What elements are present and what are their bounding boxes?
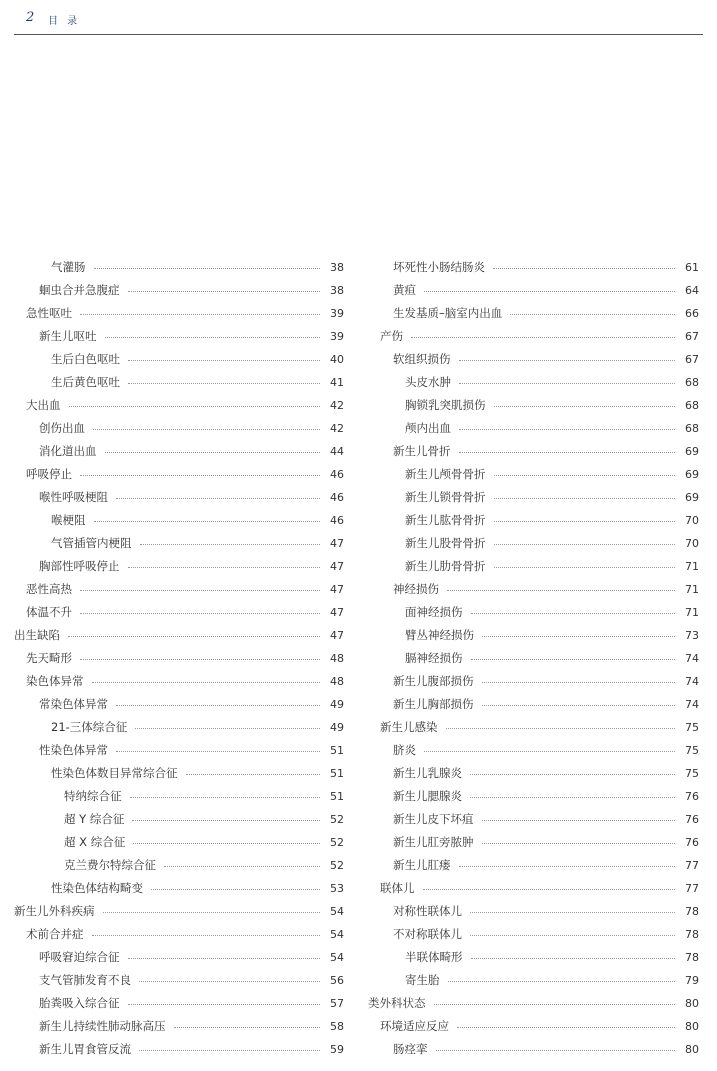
dot-leader	[80, 475, 320, 476]
toc-entry	[368, 348, 699, 371]
toc-entry-page: 78	[685, 905, 699, 918]
toc-entry	[14, 877, 344, 900]
dot-leader	[128, 958, 321, 959]
dot-leader	[482, 705, 676, 706]
toc-entry-page: 80	[685, 1020, 699, 1033]
toc-entry-page: 69	[685, 491, 699, 504]
toc-entry-title: 新生儿外科疾病	[14, 904, 95, 918]
toc-entry-page: 41	[330, 376, 344, 389]
dot-leader	[69, 406, 321, 407]
dot-leader	[140, 544, 321, 545]
dot-leader	[105, 337, 321, 338]
dot-leader	[459, 360, 676, 361]
dot-leader	[471, 958, 676, 959]
toc-entry-page: 76	[685, 813, 699, 826]
dot-leader	[448, 981, 676, 982]
toc-entry	[368, 1038, 699, 1061]
toc-entry	[14, 647, 344, 670]
toc-entry-title: 新生儿肛瘘	[393, 858, 451, 872]
toc-entry-page: 54	[330, 951, 344, 964]
toc-entry-title: 克兰费尔特综合征	[64, 858, 156, 872]
toc-entry	[368, 946, 699, 969]
toc-entry-page: 73	[685, 629, 699, 642]
toc-entry-title: 新生儿肱骨骨折	[405, 513, 486, 527]
dot-leader	[128, 567, 321, 568]
toc-entry-title: 性染色体异常	[39, 743, 108, 757]
toc-entry	[14, 946, 344, 969]
toc-entry-title: 支气管肺发育不良	[39, 973, 131, 987]
toc-entry-title: 对称性联体儿	[393, 904, 462, 918]
dot-leader	[459, 429, 675, 430]
dot-leader	[482, 820, 676, 821]
toc-entry-page: 67	[685, 353, 699, 366]
toc-entry	[14, 578, 344, 601]
toc-entry-page: 78	[685, 951, 699, 964]
toc-entry	[14, 555, 344, 578]
toc-entry	[368, 762, 699, 785]
dot-leader	[92, 935, 321, 936]
dot-leader	[447, 590, 675, 591]
toc-entry-title: 头皮水肿	[405, 375, 451, 389]
toc-entry-page: 38	[330, 284, 344, 297]
dot-leader	[128, 1004, 321, 1005]
toc-entry-page: 71	[685, 606, 699, 619]
toc-entry	[368, 923, 699, 946]
toc-entry	[14, 302, 344, 325]
toc-entry	[368, 716, 699, 739]
dot-leader	[494, 544, 676, 545]
toc-entry-title: 喉性呼吸梗阻	[39, 490, 108, 504]
toc-entry-title: 喉梗阻	[51, 513, 86, 527]
dot-leader	[68, 636, 320, 637]
toc-entry-title: 呼吸窘迫综合征	[39, 950, 120, 964]
toc-entry	[14, 1038, 344, 1061]
toc-entry-page: 47	[330, 606, 344, 619]
toc-entry-title: 臂丛神经损伤	[405, 628, 474, 642]
toc-entry-title: 生后黄色呕吐	[51, 375, 120, 389]
toc-entry	[14, 279, 344, 302]
toc-entry	[368, 624, 699, 647]
dot-leader	[139, 1050, 320, 1051]
toc-column-right	[368, 256, 699, 1061]
toc-entry	[368, 371, 699, 394]
toc-entry-page: 68	[685, 422, 699, 435]
toc-entry	[368, 785, 699, 808]
toc-entry	[14, 509, 344, 532]
dot-leader	[470, 935, 675, 936]
dot-leader	[103, 912, 321, 913]
toc-column-left	[14, 256, 344, 1061]
toc-entry-page: 58	[330, 1020, 344, 1033]
toc-entry-title: 蛔虫合并急腹症	[39, 283, 120, 297]
dot-leader	[164, 866, 320, 867]
toc-entry	[368, 463, 699, 486]
dot-leader	[92, 682, 321, 683]
dot-leader	[471, 659, 676, 660]
toc-entry-title: 不对称联体儿	[393, 927, 462, 941]
toc-entry-page: 80	[685, 997, 699, 1010]
dot-leader	[424, 751, 675, 752]
toc-entry	[14, 923, 344, 946]
toc-entry-title: 新生儿胃食管反流	[39, 1042, 131, 1056]
dot-leader	[80, 613, 320, 614]
section-label: 目 录	[48, 16, 81, 27]
toc-entry-title: 黄疸	[393, 283, 416, 297]
toc-entry-title: 神经损伤	[393, 582, 439, 596]
toc-entry-page: 49	[330, 721, 344, 734]
dot-leader	[80, 659, 320, 660]
toc-entry-page: 61	[685, 261, 699, 274]
toc-entry	[14, 693, 344, 716]
toc-entry	[368, 969, 699, 992]
dot-leader	[139, 981, 320, 982]
toc-entry	[14, 785, 344, 808]
toc-entry-page: 44	[330, 445, 344, 458]
toc-entry-page: 48	[330, 675, 344, 688]
toc-entry	[368, 486, 699, 509]
toc-entry-title: 新生儿持续性肺动脉高压	[39, 1019, 166, 1033]
toc-entry-title: 超 Y 综合征	[64, 812, 125, 826]
toc-entry-title: 新生儿皮下坏疽	[393, 812, 474, 826]
toc-entry-title: 性染色体数目异常综合征	[51, 766, 178, 780]
toc-entry	[14, 394, 344, 417]
toc-entry-page: 46	[330, 491, 344, 504]
toc-entry-page: 46	[330, 468, 344, 481]
toc-entry	[368, 739, 699, 762]
toc-entry	[14, 348, 344, 371]
toc-entry	[368, 532, 699, 555]
dot-leader	[510, 314, 675, 315]
toc-entry-title: 新生儿呕吐	[39, 329, 97, 343]
toc-entry-title: 术前合并症	[26, 927, 84, 941]
toc-entry-page: 57	[330, 997, 344, 1010]
toc-entry-title: 寄生胎	[405, 973, 440, 987]
toc-entry	[14, 854, 344, 877]
toc-entry	[368, 854, 699, 877]
dot-leader	[470, 797, 675, 798]
toc-entry-page: 74	[685, 675, 699, 688]
toc-entry-title: 气灌肠	[51, 260, 86, 274]
dot-leader	[482, 843, 676, 844]
dot-leader	[446, 728, 676, 729]
toc-entry-title: 面神经损伤	[405, 605, 463, 619]
toc-entry-page: 42	[330, 399, 344, 412]
toc-entry	[14, 417, 344, 440]
toc-entry	[368, 509, 699, 532]
toc-entry-page: 54	[330, 928, 344, 941]
toc-entry-title: 出生缺陷	[14, 628, 60, 642]
dot-leader	[133, 843, 320, 844]
toc-entry	[368, 808, 699, 831]
toc-entry-page: 52	[330, 813, 344, 826]
toc-entry-title: 大出血	[26, 398, 61, 412]
toc-entry-page: 47	[330, 629, 344, 642]
toc-entry-title: 产伤	[380, 329, 403, 343]
toc-entry-title: 新生儿肛旁脓肿	[393, 835, 474, 849]
toc-entry	[368, 279, 699, 302]
dot-leader	[116, 498, 320, 499]
toc-entry-page: 66	[685, 307, 699, 320]
toc-entry	[14, 992, 344, 1015]
toc-entry-title: 脐炎	[393, 743, 416, 757]
toc-entry-title: 常染色体异常	[39, 697, 108, 711]
toc-entry-title: 联体儿	[380, 881, 415, 895]
dot-leader	[128, 360, 320, 361]
toc-entry	[368, 325, 699, 348]
toc-entry-page: 75	[685, 767, 699, 780]
toc-entry-title: 性染色体结构畸变	[51, 881, 143, 895]
dot-leader	[151, 889, 320, 890]
toc-entry-title: 恶性高热	[26, 582, 72, 596]
dot-leader	[434, 1004, 676, 1005]
toc-entry-page: 71	[685, 583, 699, 596]
toc-entry-page: 77	[685, 882, 699, 895]
toc-entry	[368, 647, 699, 670]
toc-entry-page: 40	[330, 353, 344, 366]
dot-leader	[493, 268, 675, 269]
toc-entry-title: 生发基质–脑室内出血	[393, 306, 503, 320]
dot-leader	[471, 613, 676, 614]
dot-leader	[470, 912, 675, 913]
page-number: 2	[26, 10, 35, 25]
toc-entry	[368, 992, 699, 1015]
toc-entry	[14, 463, 344, 486]
toc-entry-page: 52	[330, 859, 344, 872]
toc-entry-page: 47	[330, 537, 344, 550]
toc-entry-title: 新生儿乳腺炎	[393, 766, 462, 780]
toc-entry	[14, 256, 344, 279]
toc-entry-title: 新生儿锁骨骨折	[405, 490, 486, 504]
toc-entry-page: 74	[685, 698, 699, 711]
toc-entry-title: 软组织损伤	[393, 352, 451, 366]
toc-entry-title: 新生儿肋骨骨折	[405, 559, 486, 573]
toc-entry	[14, 624, 344, 647]
dot-leader	[80, 314, 320, 315]
toc-entry-page: 47	[330, 560, 344, 573]
toc-entry-page: 54	[330, 905, 344, 918]
toc-entry-title: 创伤出血	[39, 421, 85, 435]
toc-entry-page: 68	[685, 399, 699, 412]
toc-entry	[368, 693, 699, 716]
dot-leader	[128, 291, 321, 292]
toc-entry	[14, 601, 344, 624]
toc-entry-title: 坏死性小肠结肠炎	[393, 260, 485, 274]
toc-entry-page: 76	[685, 790, 699, 803]
toc-entry-title: 呼吸停止	[26, 467, 72, 481]
toc-entry-page: 39	[330, 330, 344, 343]
toc-entry	[14, 762, 344, 785]
toc-entry-page: 64	[685, 284, 699, 297]
toc-entry-page: 68	[685, 376, 699, 389]
dot-leader	[459, 383, 675, 384]
toc-entry	[14, 831, 344, 854]
toc-entry-page: 56	[330, 974, 344, 987]
toc-entry	[368, 900, 699, 923]
toc-entry-page: 42	[330, 422, 344, 435]
dot-leader	[105, 452, 321, 453]
toc-entry-title: 胸锁乳突肌损伤	[405, 398, 486, 412]
toc-entry-page: 70	[685, 537, 699, 550]
toc-entry	[368, 670, 699, 693]
toc-entry	[14, 716, 344, 739]
toc-entry-page: 47	[330, 583, 344, 596]
toc-entry-title: 特纳综合征	[64, 789, 122, 803]
toc-entry-page: 39	[330, 307, 344, 320]
toc-entry-page: 75	[685, 744, 699, 757]
dot-leader	[494, 498, 676, 499]
toc-entry-page: 70	[685, 514, 699, 527]
toc-entry	[14, 532, 344, 555]
toc-entry	[368, 394, 699, 417]
dot-leader	[135, 728, 320, 729]
dot-leader	[116, 751, 320, 752]
toc-entry	[368, 417, 699, 440]
toc-entry	[14, 486, 344, 509]
page-header	[14, 0, 703, 35]
toc-entry-page: 69	[685, 468, 699, 481]
toc-entry-title: 生后白色呕吐	[51, 352, 120, 366]
toc-entry-title: 染色体异常	[26, 674, 84, 688]
dot-leader	[80, 590, 320, 591]
toc-entry	[14, 969, 344, 992]
toc-entry-title: 超 X 综合征	[64, 835, 126, 849]
dot-leader	[423, 889, 676, 890]
toc-entry-title: 消化道出血	[39, 444, 97, 458]
toc-entry-title: 21-三体综合征	[51, 720, 128, 734]
toc-entry	[368, 440, 699, 463]
dot-leader	[482, 636, 675, 637]
dot-leader	[459, 866, 676, 867]
toc-entry	[368, 1015, 699, 1038]
dot-leader	[494, 475, 676, 476]
toc-entry-page: 76	[685, 836, 699, 849]
dot-leader	[494, 406, 676, 407]
toc-entry	[14, 440, 344, 463]
dot-leader	[459, 452, 676, 453]
dot-leader	[130, 797, 321, 798]
toc-entry-title: 环境适应反应	[380, 1019, 449, 1033]
toc-entry	[14, 670, 344, 693]
toc-entry	[368, 831, 699, 854]
dot-leader	[132, 820, 320, 821]
toc-entry-page: 75	[685, 721, 699, 734]
toc-entry	[14, 325, 344, 348]
toc-entry-page: 52	[330, 836, 344, 849]
toc-entry-page: 74	[685, 652, 699, 665]
toc-entry-page: 51	[330, 790, 344, 803]
dot-leader	[116, 705, 320, 706]
toc-entry-page: 38	[330, 261, 344, 274]
toc-entry-page: 46	[330, 514, 344, 527]
toc-entry-title: 类外科状态	[368, 996, 426, 1010]
dot-leader	[482, 682, 676, 683]
toc-entry-title: 颅内出血	[405, 421, 451, 435]
toc-entry	[368, 555, 699, 578]
toc-entry-page: 78	[685, 928, 699, 941]
toc-entry-title: 气管插管内梗阻	[51, 536, 132, 550]
toc-entry-title: 新生儿感染	[380, 720, 438, 734]
toc-entry	[368, 877, 699, 900]
toc-entry-page: 59	[330, 1043, 344, 1056]
toc-entry-title: 新生儿腹部损伤	[393, 674, 474, 688]
toc-entry-page: 69	[685, 445, 699, 458]
toc-entry-title: 体温不升	[26, 605, 72, 619]
toc-entry-page: 49	[330, 698, 344, 711]
toc-entry	[14, 371, 344, 394]
dot-leader	[93, 429, 320, 430]
dot-leader	[494, 521, 676, 522]
toc-entry-title: 先天畸形	[26, 651, 72, 665]
toc-entry	[368, 601, 699, 624]
toc-entry-page: 53	[330, 882, 344, 895]
toc-entry	[14, 808, 344, 831]
dot-leader	[424, 291, 675, 292]
dot-leader	[494, 567, 676, 568]
toc-entry	[368, 302, 699, 325]
dot-leader	[128, 383, 320, 384]
toc-entry-title: 半联体畸形	[405, 950, 463, 964]
toc-entry-title: 新生儿胸部损伤	[393, 697, 474, 711]
toc-entry	[14, 900, 344, 923]
toc-entry-title: 胸部性呼吸停止	[39, 559, 120, 573]
toc-entry-page: 67	[685, 330, 699, 343]
dot-leader	[174, 1027, 321, 1028]
toc-entry-page: 51	[330, 767, 344, 780]
toc-entry-page: 79	[685, 974, 699, 987]
toc-entry-page: 71	[685, 560, 699, 573]
toc-entry-title: 新生儿股骨骨折	[405, 536, 486, 550]
toc-entry-page: 77	[685, 859, 699, 872]
toc-entry-title: 急性呕吐	[26, 306, 72, 320]
toc-entry-title: 新生儿颅骨骨折	[405, 467, 486, 481]
toc-entry-title: 新生儿腮腺炎	[393, 789, 462, 803]
toc-entry-title: 胎粪吸入综合征	[39, 996, 120, 1010]
dot-leader	[94, 521, 321, 522]
toc-entry	[368, 256, 699, 279]
toc-entry	[368, 578, 699, 601]
dot-leader	[94, 268, 321, 269]
toc-entry-page: 48	[330, 652, 344, 665]
dot-leader	[470, 774, 675, 775]
toc-entry-title: 肠痉挛	[393, 1042, 428, 1056]
dot-leader	[457, 1027, 675, 1028]
toc-entry-title: 新生儿骨折	[393, 444, 451, 458]
toc-entry-page: 80	[685, 1043, 699, 1056]
dot-leader	[436, 1050, 676, 1051]
toc-entry-page: 51	[330, 744, 344, 757]
toc-entry	[14, 739, 344, 762]
toc-entry-title: 膈神经损伤	[405, 651, 463, 665]
dot-leader	[186, 774, 321, 775]
toc-entry	[14, 1015, 344, 1038]
dot-leader	[411, 337, 675, 338]
